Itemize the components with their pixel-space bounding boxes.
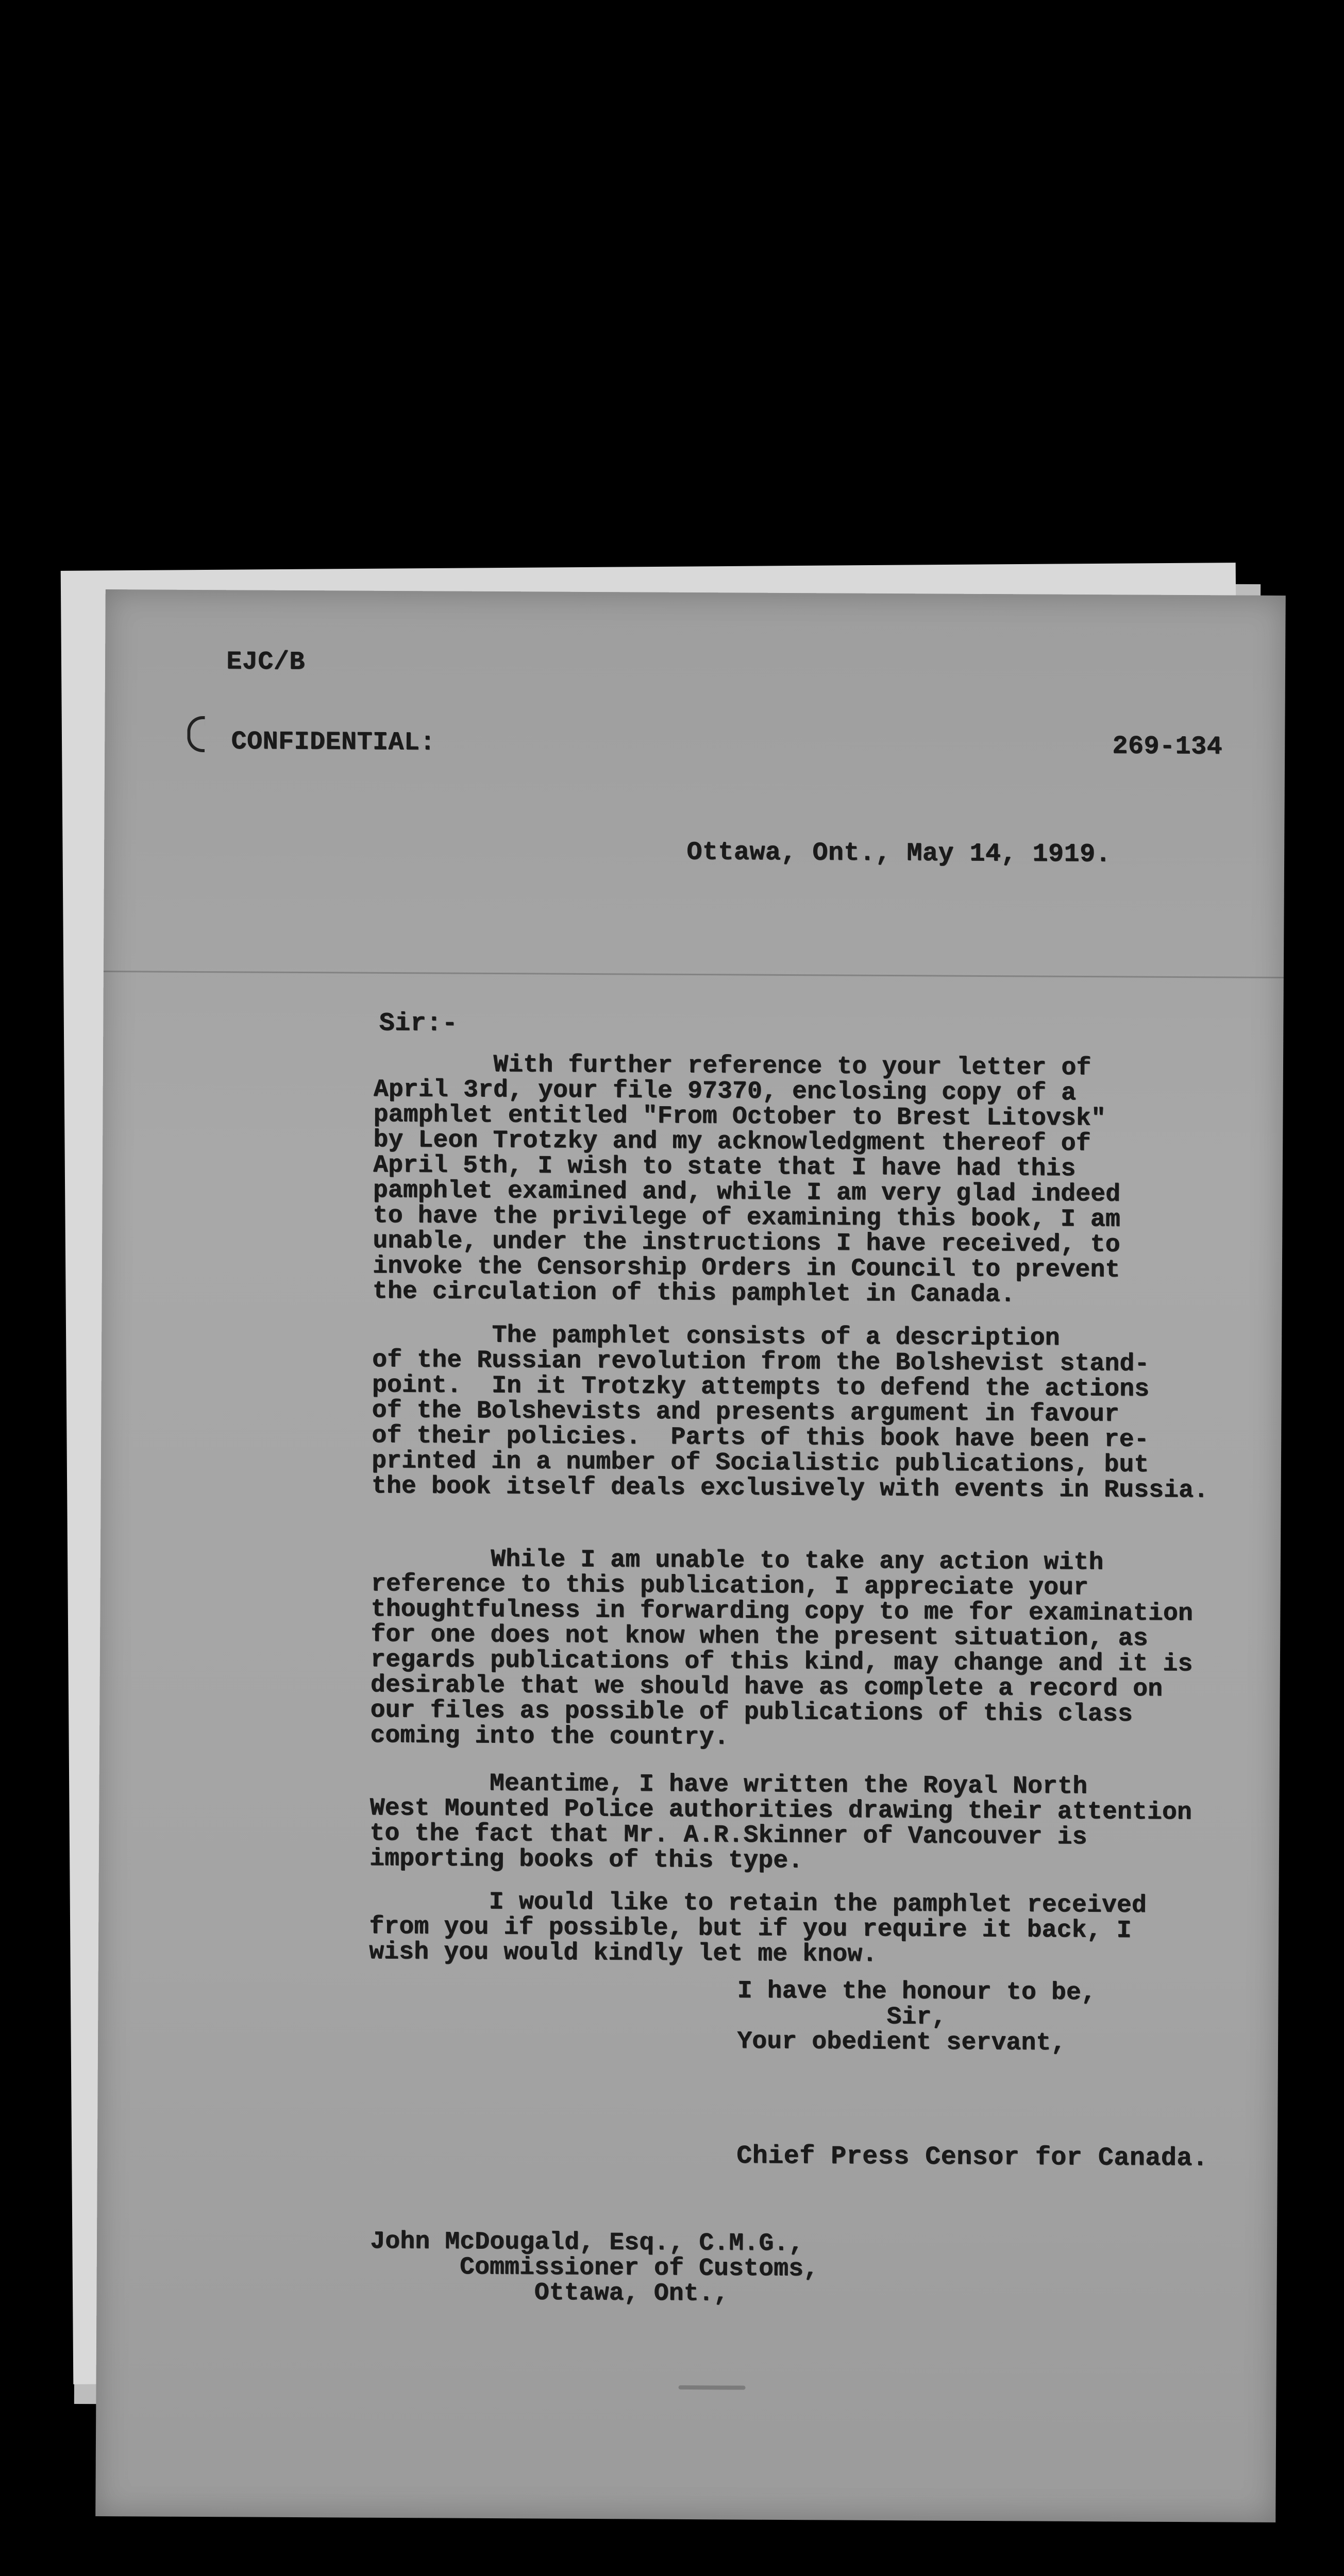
paragraph-1: With further reference to your letter of April 3rd, your file 97370, enclosing copy of a pamphlet entitled "From October to Brest Litovsk" by Leon Trotzky and my acknowledgment thereof of April 5th, I wish to state that I have had this pamphlet examined and, while I am very glad indeed to have the privilege of examining this book, I am unable, under the instructions I have received, to invoke the Censorship Orders in Council to prevent the circulation of this pamphlet in Canada. (372, 1050, 1121, 1309)
salutation: Sir:- (379, 1008, 458, 1039)
signature-title: Chief Press Censor for Canada. (736, 2141, 1208, 2174)
paragraph-5: I would like to retain the pamphlet received from you if possible, but if you require it back, I wish you would kindly let me know. (368, 1887, 1147, 1969)
fold-line (104, 971, 1284, 978)
reference-initials: EJC/B (226, 647, 305, 677)
punch-hole-mark (187, 716, 205, 752)
addressee-block: John McDougald, Esq., C.M.G., Commissioner of Customs, Ottawa, Ont., (369, 2227, 819, 2308)
paragraph-2: The pamphlet consists of a description of the Russian revolution from the Bolshevist stand- point. In it Trotzky attempts to defend the actions of the Bolshevists and presents argument in favour of their policies. Parts of this book have been re- printed in a number of Socialistic publications, but the book itself deals exclusively with events in Russia. (371, 1320, 1209, 1505)
place-date: Ottawa, Ont., May 14, 1919. (686, 837, 1111, 870)
file-number: 269-134 (1112, 732, 1222, 762)
letter-sheet (95, 589, 1286, 2522)
ink-smudge (679, 2385, 746, 2390)
closing: I have the honour to be, Sir, Your obedient servant, (736, 1977, 1096, 2057)
classification-heading: CONFIDENTIAL: (231, 727, 435, 758)
paragraph-4: Meantime, I have written the Royal North West Mounted Police authorities drawing their attention to the fact that Mr. A.R.Skinner of Vancouver is importing books of this type. (369, 1769, 1192, 1875)
paragraph-3: While I am unable to take any action with reference to this publication, I appreciate your thoughtfulness in forwarding copy to me for examination for one does not know when the present situation, as regards publications of this kind, may change and it is desirable that we should have as complete a record on our files as possible of publications of this class coming into the country. (370, 1545, 1193, 1752)
